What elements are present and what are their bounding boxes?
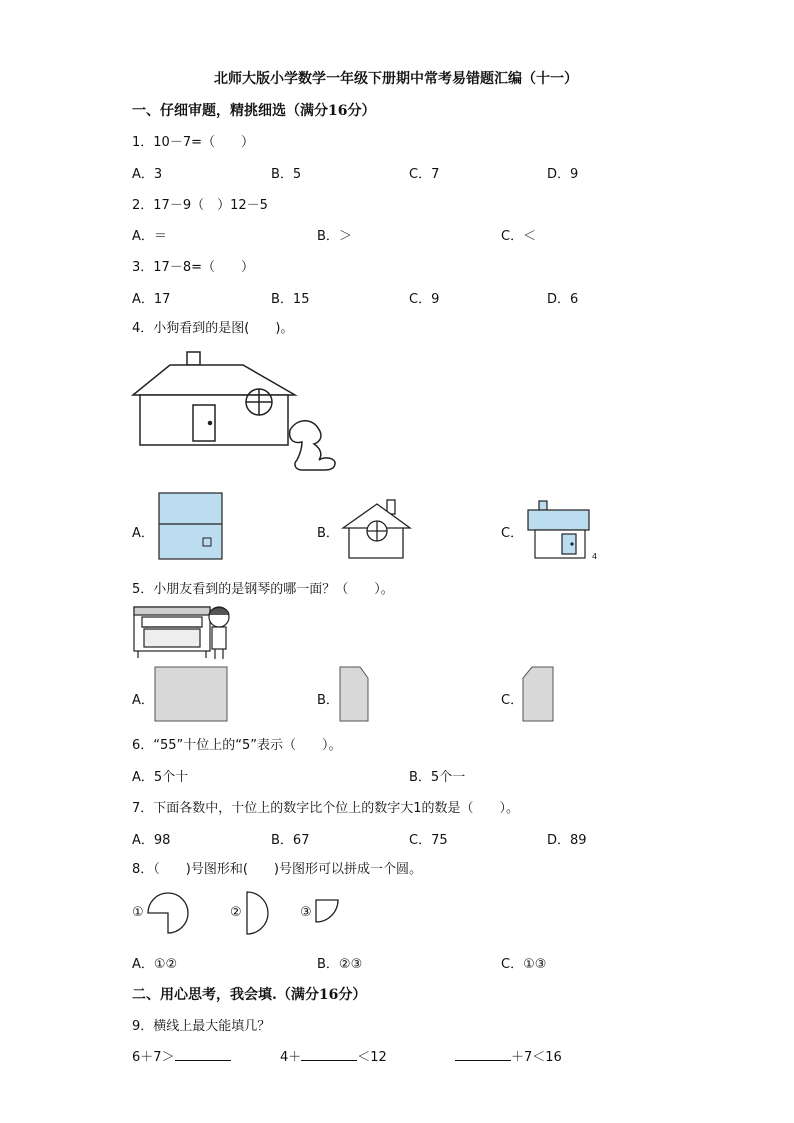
question-9: 9．横线上最大能填几？ [132, 1019, 271, 1034]
quarter-circle-shape [314, 898, 342, 926]
q1-option-b[interactable]: B．5 [271, 167, 302, 182]
q4-option-b[interactable]: B． [317, 526, 339, 541]
q8-option-b[interactable]: B．②③ [317, 957, 363, 972]
q2-option-b[interactable]: B．＞ [317, 229, 352, 244]
q3-option-a[interactable]: A．17 [132, 292, 171, 307]
q9-item-2-blank[interactable] [301, 1048, 357, 1061]
q4-option-a-side-view-image [158, 492, 224, 560]
q8-option-c[interactable]: C．①③ [501, 957, 547, 972]
q9-item-3-right: ＋7＜16 [511, 1050, 562, 1065]
q1-option-d[interactable]: D．9 [547, 167, 579, 182]
q9-item-3 [455, 1046, 562, 1065]
question-3: 3．17－8=（ ） [132, 260, 254, 275]
q9-item-1-left: 6＋7＞ [132, 1050, 175, 1065]
q2-option-a[interactable]: A．＝ [132, 229, 167, 244]
q7-option-b[interactable]: B．67 [271, 833, 310, 848]
q7-option-a[interactable]: A．98 [132, 833, 171, 848]
three-quarter-circle-shape [146, 890, 196, 936]
question-8: 8．（ )号图形和( )号图形可以拼成一个圆。 [132, 862, 422, 877]
q5-option-c[interactable]: C． [501, 693, 524, 708]
section-heading-2: 二、用心思考，我会填.（满分16分） [132, 987, 367, 1003]
q9-item-2-left: 4＋ [280, 1050, 302, 1065]
q5-option-b[interactable]: B． [317, 693, 339, 708]
q8-option-a[interactable]: A．①② [132, 957, 178, 972]
q9-item-2 [280, 1046, 387, 1065]
q4-option-a[interactable]: A． [132, 526, 154, 541]
question-5: 5．小朋友看到的是钢琴的哪一面？（ ）。 [132, 582, 394, 597]
q9-item-2-right: ＜12 [357, 1050, 387, 1065]
q1-option-a[interactable]: A．3 [132, 167, 163, 182]
question-4: 4．小狗看到的是图( )。 [132, 321, 294, 336]
q3-option-b[interactable]: B．15 [271, 292, 310, 307]
q4-option-c[interactable]: C． [501, 526, 524, 541]
question-6: 6．“55”十位上的“5”表示（ ）。 [132, 738, 342, 753]
q9-item-1 [132, 1046, 231, 1065]
semicircle-shape [244, 890, 274, 936]
q5-option-a-piano-view [154, 666, 228, 722]
shape-label-2: ② [230, 905, 242, 920]
q4-option-c-house-image [526, 498, 592, 560]
q7-option-c[interactable]: C．75 [409, 833, 448, 848]
q5-option-a[interactable]: A． [132, 693, 154, 708]
q5-option-b-piano-view [339, 666, 369, 722]
shape-label-1: ① [132, 905, 144, 920]
shape-label-3: ③ [300, 905, 312, 920]
q1-option-c[interactable]: C．7 [409, 167, 440, 182]
q9-item-3-blank[interactable] [455, 1048, 511, 1061]
q9-item-1-blank[interactable] [175, 1048, 231, 1061]
question-2: 2．17－9（ ）12－5 [132, 198, 268, 213]
q2-option-c[interactable]: C．＜ [501, 229, 537, 244]
page-title: 北师大版小学数学一年级下册期中常考易错题汇编（十一） [214, 71, 578, 87]
q3-option-c[interactable]: C．9 [409, 292, 440, 307]
q6-option-a[interactable]: A．5个十 [132, 770, 189, 785]
q5-option-c-piano-view [522, 666, 554, 722]
question-7: 7．下面各数中，十位上的数字比个位上的数字大1的数是（ ）。 [132, 801, 520, 816]
question-1: 1．10－7=（ ） [132, 135, 254, 150]
q6-option-b[interactable]: B．5个一 [409, 770, 466, 785]
stray-mark: 4 [592, 552, 598, 561]
q4-option-b-front-view-image [340, 498, 412, 560]
q7-option-d[interactable]: D．89 [547, 833, 587, 848]
piano-and-child-illustration [132, 603, 232, 661]
section-heading-1: 一、仔细审题，精挑细选（满分16分） [132, 103, 376, 119]
house-and-dog-illustration [130, 350, 360, 480]
q3-option-d[interactable]: D．6 [547, 292, 579, 307]
